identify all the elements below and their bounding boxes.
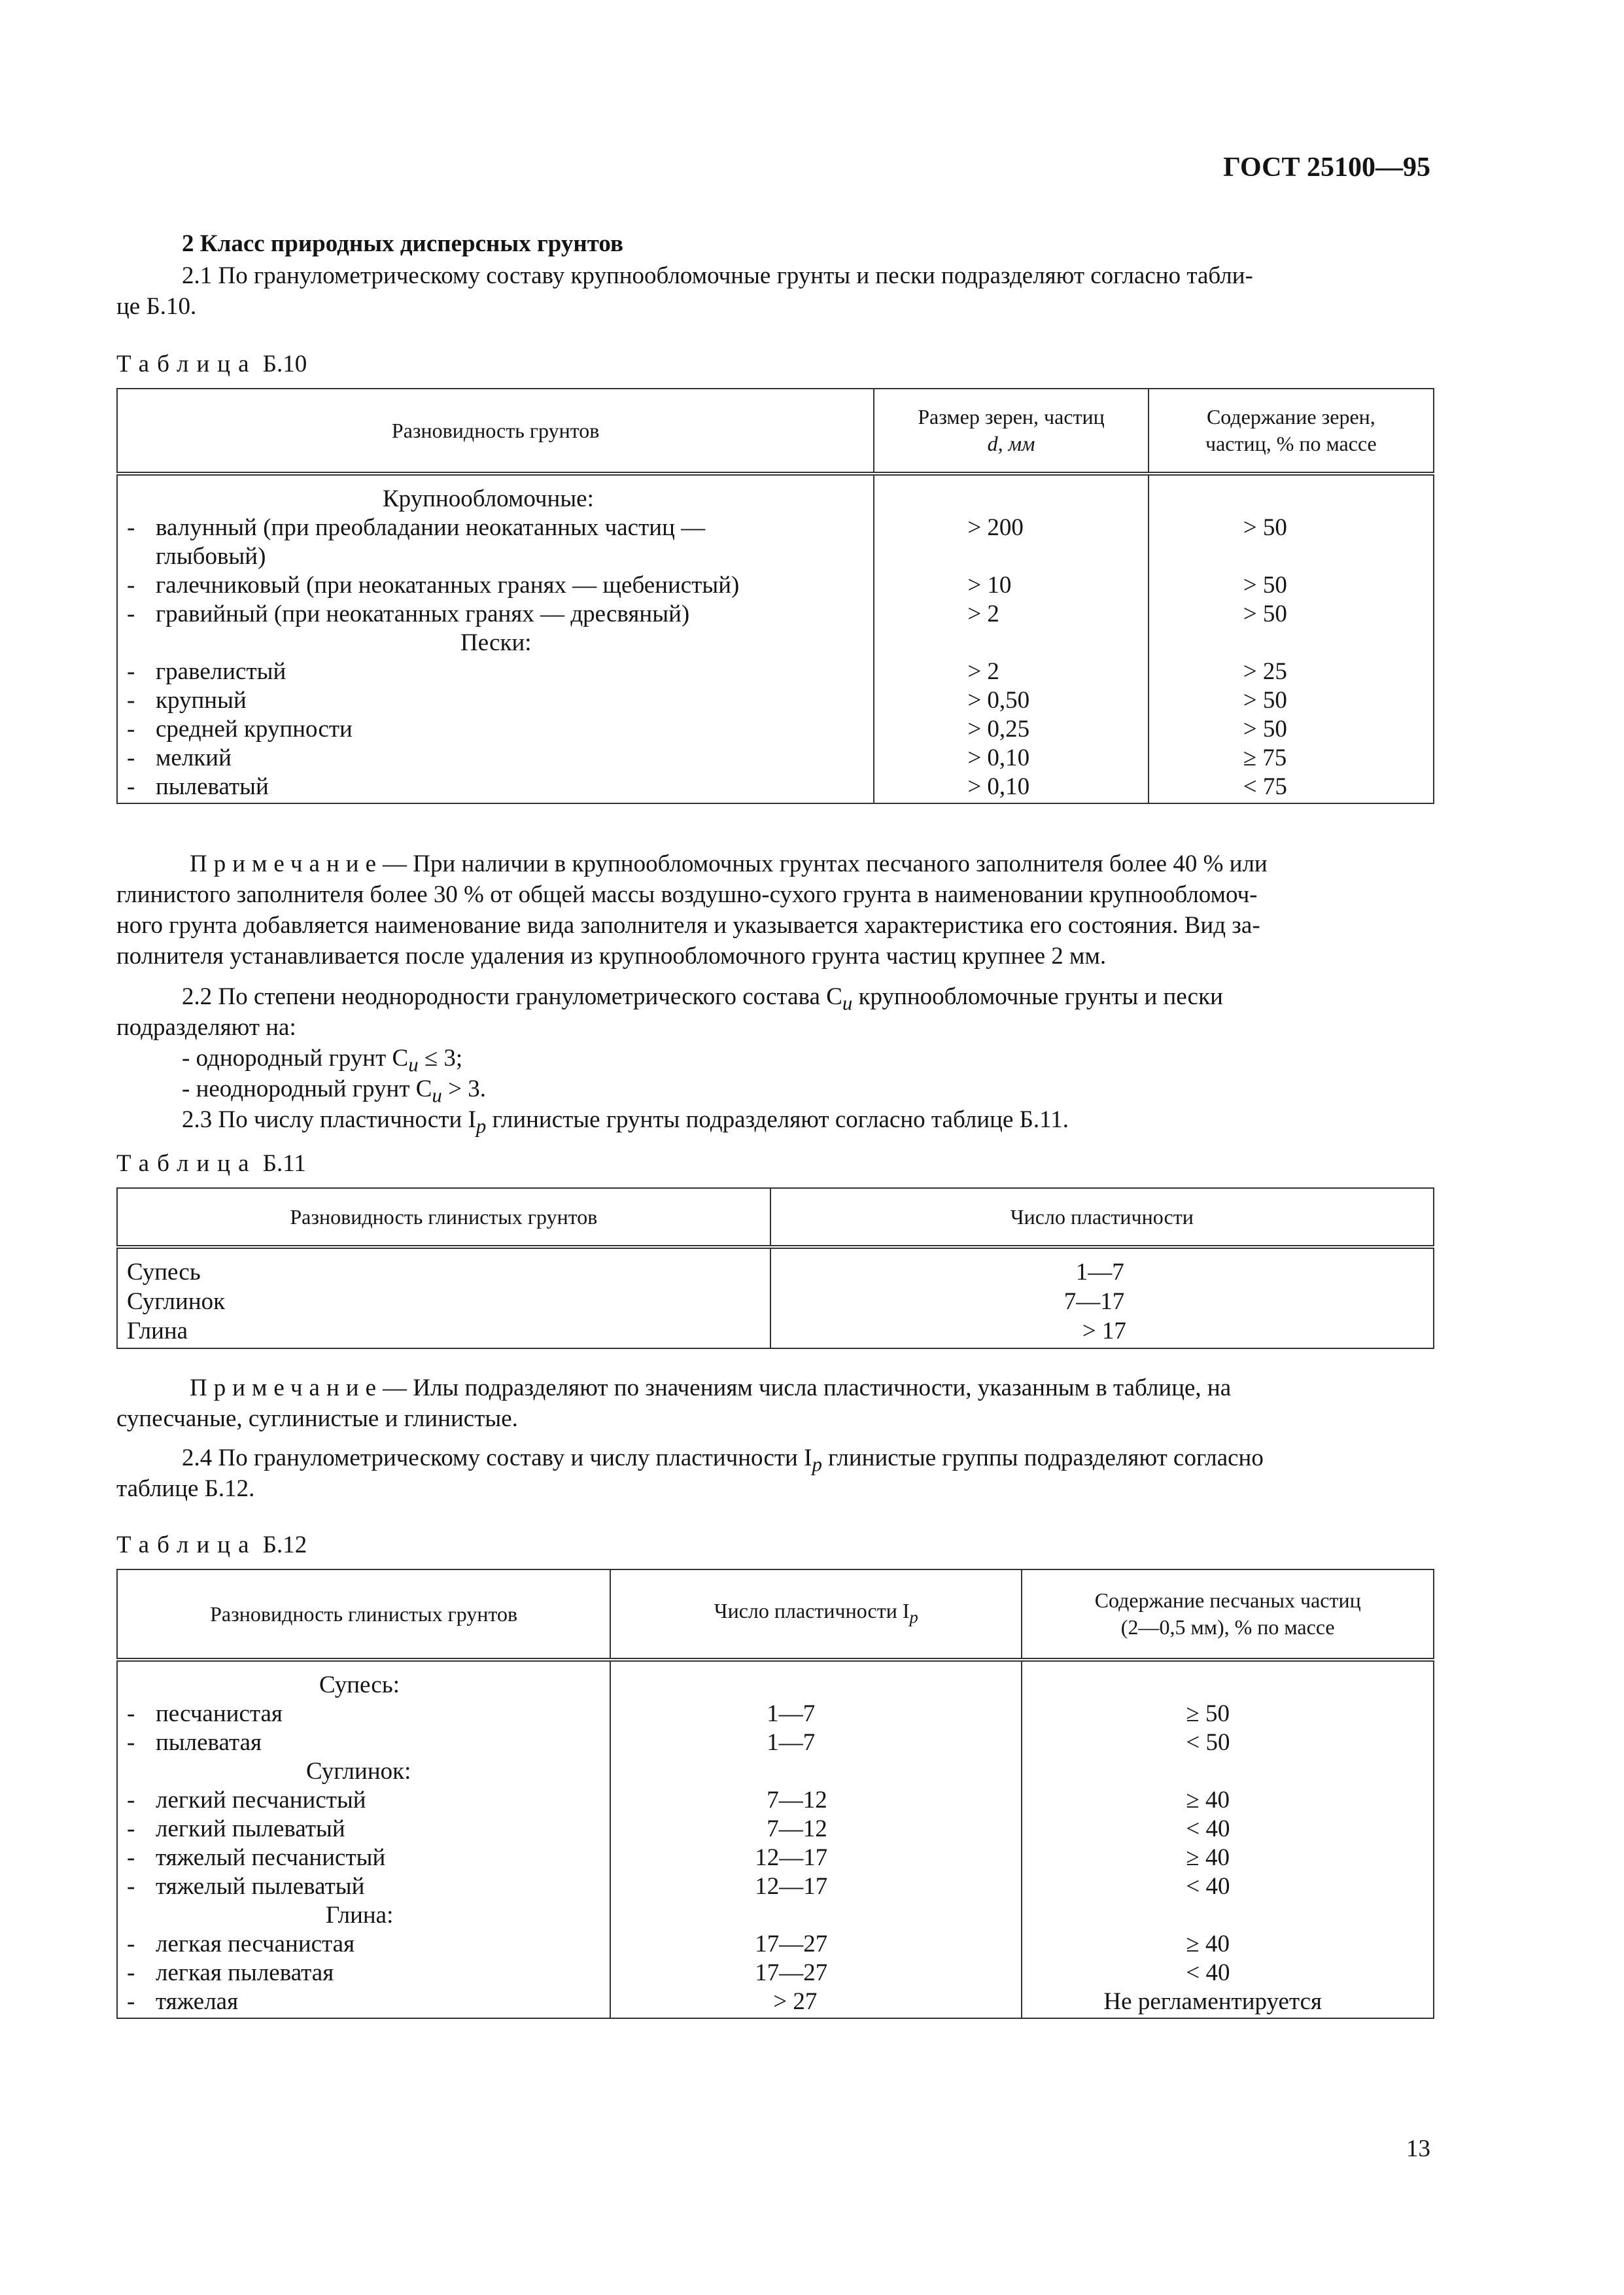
size-cell: > 0,50: [967, 687, 1030, 714]
table-b10-caption: [116, 350, 307, 378]
value-cell: > 17: [1082, 1318, 1126, 1344]
note1-line4: полнителя устанавливается после удаления из крупнообломочного грунта частиц крупнее 2 мм.: [116, 943, 1107, 970]
table-b12: [116, 1569, 1434, 2019]
table-b11: [116, 1187, 1434, 1349]
group-title: Пески:: [460, 629, 532, 656]
ip-cell: 12—17: [755, 1873, 828, 1900]
content-cell: Не регламентируется: [1103, 1988, 1322, 2015]
paragraph-2-4-line1: 2.4 По гранулометрическому составу и числу пластичности $I_p$ глинистые группы подразделяют согласно: [182, 1445, 1264, 1476]
content-cell: > 50: [1243, 601, 1287, 627]
row-name: легкий пылеватый: [156, 1815, 345, 1842]
table-b10-names: Крупнообломочные: - валунный (при преобладании неокатанных частиц — глыбовый) - галечниковый (при неокатанных гранях — щебенистый) - гравийный (при неокатанных гранях — дресвяный) Пески: - гравелистый - крупный - средней крупности - мелкий - пылеватый: [117, 474, 874, 803]
section-title: 2 Класс природных дисперсных грунтов: [182, 230, 623, 257]
group-title: Супесь:: [319, 1672, 400, 1698]
table-b12-caption: [116, 1531, 307, 1559]
row-name: пылеватая: [156, 1729, 262, 1756]
row-name: валунный (при преобладании неокатанных частиц —: [156, 514, 706, 541]
paragraph-2-2-item2: - неоднородный грунт $C_u > 3$.: [182, 1076, 486, 1107]
content-cell: ≥ 50: [1186, 1700, 1230, 1727]
row-name: легкая пылеватая: [156, 1959, 334, 1986]
table-caption-number: Б.12: [262, 1532, 307, 1558]
row-name-cont: глыбовый): [156, 543, 266, 570]
paragraph-2-1-line1: 2.1 По гранулометрическому составу крупнообломочные грунты и пески подразделяют согласно табли-: [182, 262, 1253, 289]
table-b11-caption: [116, 1149, 306, 1178]
ip-cell: 12—17: [755, 1844, 828, 1871]
table-caption-word: Таблица: [116, 1150, 257, 1177]
content-cell: < 40: [1186, 1873, 1230, 1900]
ip-cell: 17—27: [755, 1931, 828, 1957]
table-b11-header-type: Разновидность глинистых грунтов: [117, 1188, 770, 1247]
group-title: Глина:: [326, 1902, 394, 1929]
note1-line1: Примечание— При наличии в крупнообломочных грунтах песчаного заполнителя более 40 % или: [190, 850, 1268, 877]
size-cell: > 0,10: [967, 745, 1030, 771]
content-cell: ≥ 40: [1186, 1844, 1230, 1871]
table-b10-header-size: Размер зерен, частиц d, мм: [874, 389, 1148, 474]
row-name: пылеватый: [156, 773, 269, 800]
row-name: Суглинок: [127, 1288, 226, 1315]
table-b11-header-plasticity: Число пластичности: [770, 1188, 1434, 1247]
row-name: песчанистая: [156, 1700, 283, 1727]
table-b12-header-type: Разновидность глинистых грунтов: [117, 1569, 610, 1660]
row-name: мелкий: [156, 745, 232, 771]
note1-line3: ного грунта добавляется наименование вида заполнителя и указывается характеристика его состояния. Вид за-: [116, 912, 1260, 939]
content-cell: < 75: [1243, 773, 1287, 800]
table-b11-names: [117, 1247, 770, 1348]
size-cell: > 0,25: [967, 716, 1030, 743]
ip-cell: 1—7: [767, 1729, 816, 1756]
content-cell: > 50: [1243, 572, 1287, 599]
value-cell: 7—17: [1063, 1288, 1125, 1315]
table-b12-header-sand: Содержание песчаных частиц (2—0,5 мм), % по массе: [1022, 1569, 1434, 1660]
note2-line2: супесчаные, суглинистые и глинистые.: [116, 1405, 518, 1432]
row-name: легкий песчанистый: [156, 1787, 366, 1813]
size-cell: > 10: [967, 572, 1012, 599]
content-cell: ≥ 40: [1186, 1931, 1230, 1957]
table-b10-header-type: Разновидность грунтов: [117, 389, 874, 474]
note2-line1: Примечание— Илы подразделяют по значениям числа пластичности, указанным в таблице, на: [190, 1375, 1232, 1401]
table-b12-names: Супесь: - песчанистая - пылеватая Суглинок: - легкий песчанистый - легкий пылеватый - тяжелый песчанистый - тяжелый пылеватый Глина: - легкая песчанистая - легкая пылеватая - тяжелая: [117, 1660, 610, 2018]
row-name: галечниковый (при неокатанных гранях — щебенистый): [156, 572, 740, 599]
content-cell: > 25: [1243, 658, 1287, 685]
row-name: гравелистый: [156, 658, 286, 685]
table-b10-header-content: Содержание зерен, частиц, % по массе: [1149, 389, 1434, 474]
size-cell: > 200: [967, 514, 1024, 541]
content-cell: > 50: [1243, 514, 1287, 541]
row-name: гравийный (при неокатанных гранях — дресвяный): [156, 601, 690, 627]
page-number: 13: [1406, 2135, 1430, 2162]
paragraph-2-2-line2: подразделяют на:: [116, 1014, 296, 1041]
size-cell: > 2: [967, 658, 999, 685]
paragraph-2-2-item1: - однородный грунт $C_u \le 3$;: [182, 1045, 463, 1076]
content-cell: > 50: [1243, 716, 1287, 743]
table-b11-values: [770, 1247, 1434, 1348]
content-cell: ≥ 75: [1243, 745, 1287, 771]
table-b12-plasticity: [610, 1660, 1022, 2018]
row-name: крупный: [156, 687, 247, 714]
row-name: Глина: [127, 1318, 188, 1344]
row-name: средней крупности: [156, 716, 353, 743]
paragraph-2-3: 2.3 По числу пластичности $I_p$ глинистые грунты подразделяют согласно таблице Б.11.: [182, 1106, 1069, 1138]
table-b12-sand-content: [1022, 1660, 1434, 2018]
paragraph-2-1-line2: це Б.10.: [116, 293, 197, 320]
table-b10: [116, 388, 1434, 804]
ip-cell: 7—12: [767, 1787, 827, 1813]
group-title: Крупнообломочные:: [383, 485, 594, 512]
content-cell: < 40: [1186, 1815, 1230, 1842]
note1-line2: глинистого заполнителя более 30 % от общей массы воздушно-сухого грунта в наименовании крупнообломоч-: [116, 881, 1258, 908]
row-name: легкая песчанистая: [156, 1931, 355, 1957]
table-b12-header-plasticity: Число пластичности $I_p$: [610, 1569, 1022, 1660]
table-caption-word: Таблица: [116, 1532, 257, 1558]
ip-cell: 1—7: [767, 1700, 816, 1727]
table-caption-number: Б.10: [262, 351, 307, 377]
paragraph-2-4-line2: таблице Б.12.: [116, 1475, 255, 1502]
size-cell: > 2: [967, 601, 999, 627]
row-name: тяжелый пылеватый: [156, 1873, 365, 1900]
ip-cell: 7—12: [767, 1815, 827, 1842]
table-caption-word: Таблица: [116, 351, 257, 377]
content-cell: > 50: [1243, 687, 1287, 714]
content-cell: < 40: [1186, 1959, 1230, 1986]
content-cell: < 50: [1186, 1729, 1230, 1756]
table-b10-contents: [1149, 474, 1434, 803]
row-name: тяжелая: [156, 1988, 239, 2015]
size-cell: > 0,10: [967, 773, 1030, 800]
document-code: ГОСТ 25100—95: [1223, 152, 1430, 183]
row-name: Супесь: [127, 1259, 201, 1286]
table-b10-sizes: [874, 474, 1148, 803]
value-cell: 1—7: [1075, 1259, 1124, 1286]
ip-cell: 17—27: [755, 1959, 828, 1986]
ip-cell: > 27: [773, 1988, 818, 2015]
group-title: Суглинок:: [306, 1758, 411, 1785]
content-cell: ≥ 40: [1186, 1787, 1230, 1813]
paragraph-2-2-line1: 2.2 По степени неоднородности гранулометрического состава $C_u$ крупнообломочные грунты и пески: [182, 983, 1223, 1015]
row-name: тяжелый песчанистый: [156, 1844, 386, 1871]
table-caption-number: Б.11: [262, 1150, 306, 1177]
